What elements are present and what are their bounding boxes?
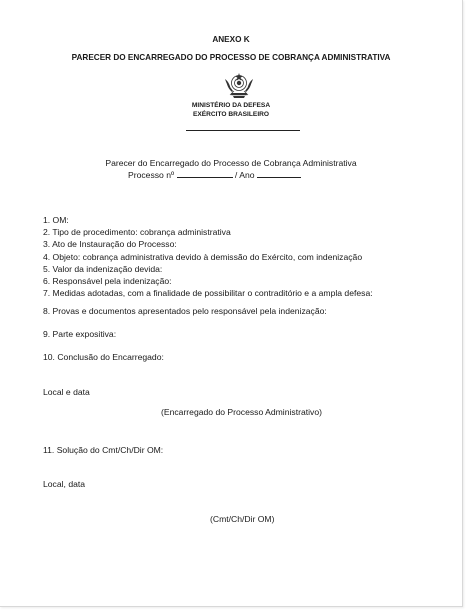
- list-item: 2. Tipo de procedimento: cobrança administrativa: [43, 227, 231, 238]
- items-list: [43, 214, 373, 299]
- item-11: 11. Solução do Cmt/Ch/Dir OM:: [43, 445, 164, 455]
- list-item: 7. Medidas adotadas, com a finalidade de possibilitar o contraditório e a ampla defesa:: [43, 288, 373, 299]
- ministry-label: MINISTÉRIO DA DEFESA: [191, 102, 271, 109]
- annex-label: ANEXO K: [212, 35, 250, 44]
- army-label: EXÉRCITO BRASILEIRO: [192, 111, 270, 118]
- signature-encarregado: (Encarregado do Processo Administrativo): [161, 407, 322, 417]
- local-data-1: Local e data: [43, 387, 90, 397]
- coat-of-arms-icon: [222, 71, 256, 99]
- parecer-heading: Parecer do Encarregado do Processo de Cobrança Administrativa: [105, 158, 357, 168]
- processo-number-blank: [177, 169, 233, 178]
- item-10: 10. Conclusão do Encarregado:: [43, 352, 164, 362]
- processo-line: [128, 169, 301, 180]
- ano-label: / Ano: [234, 170, 255, 180]
- list-item: 6. Responsável pela indenização:: [43, 276, 172, 287]
- document-title: PARECER DO ENCARREGADO DO PROCESSO DE COBRANÇA ADMINISTRATIVA: [71, 53, 391, 62]
- signature-cmt: (Cmt/Ch/Dir OM): [210, 514, 275, 524]
- processo-label: Processo nº: [128, 170, 175, 180]
- list-item: 3. Ato de Instauração do Processo:: [43, 239, 177, 250]
- list-item: 5. Valor da indenização devida:: [43, 263, 163, 274]
- ano-blank: [257, 169, 301, 178]
- item-8: 8. Provas e documentos apresentados pelo responsável pela indenização:: [43, 306, 327, 316]
- list-item: 4. Objeto: cobrança administrativa devido à demissão do Exército, com indenização: [43, 251, 363, 262]
- list-item: 1. OM:: [43, 215, 69, 225]
- header-divider: [186, 130, 300, 131]
- item-9: 9. Parte expositiva:: [43, 329, 117, 339]
- local-data-2: Local, data: [43, 479, 86, 489]
